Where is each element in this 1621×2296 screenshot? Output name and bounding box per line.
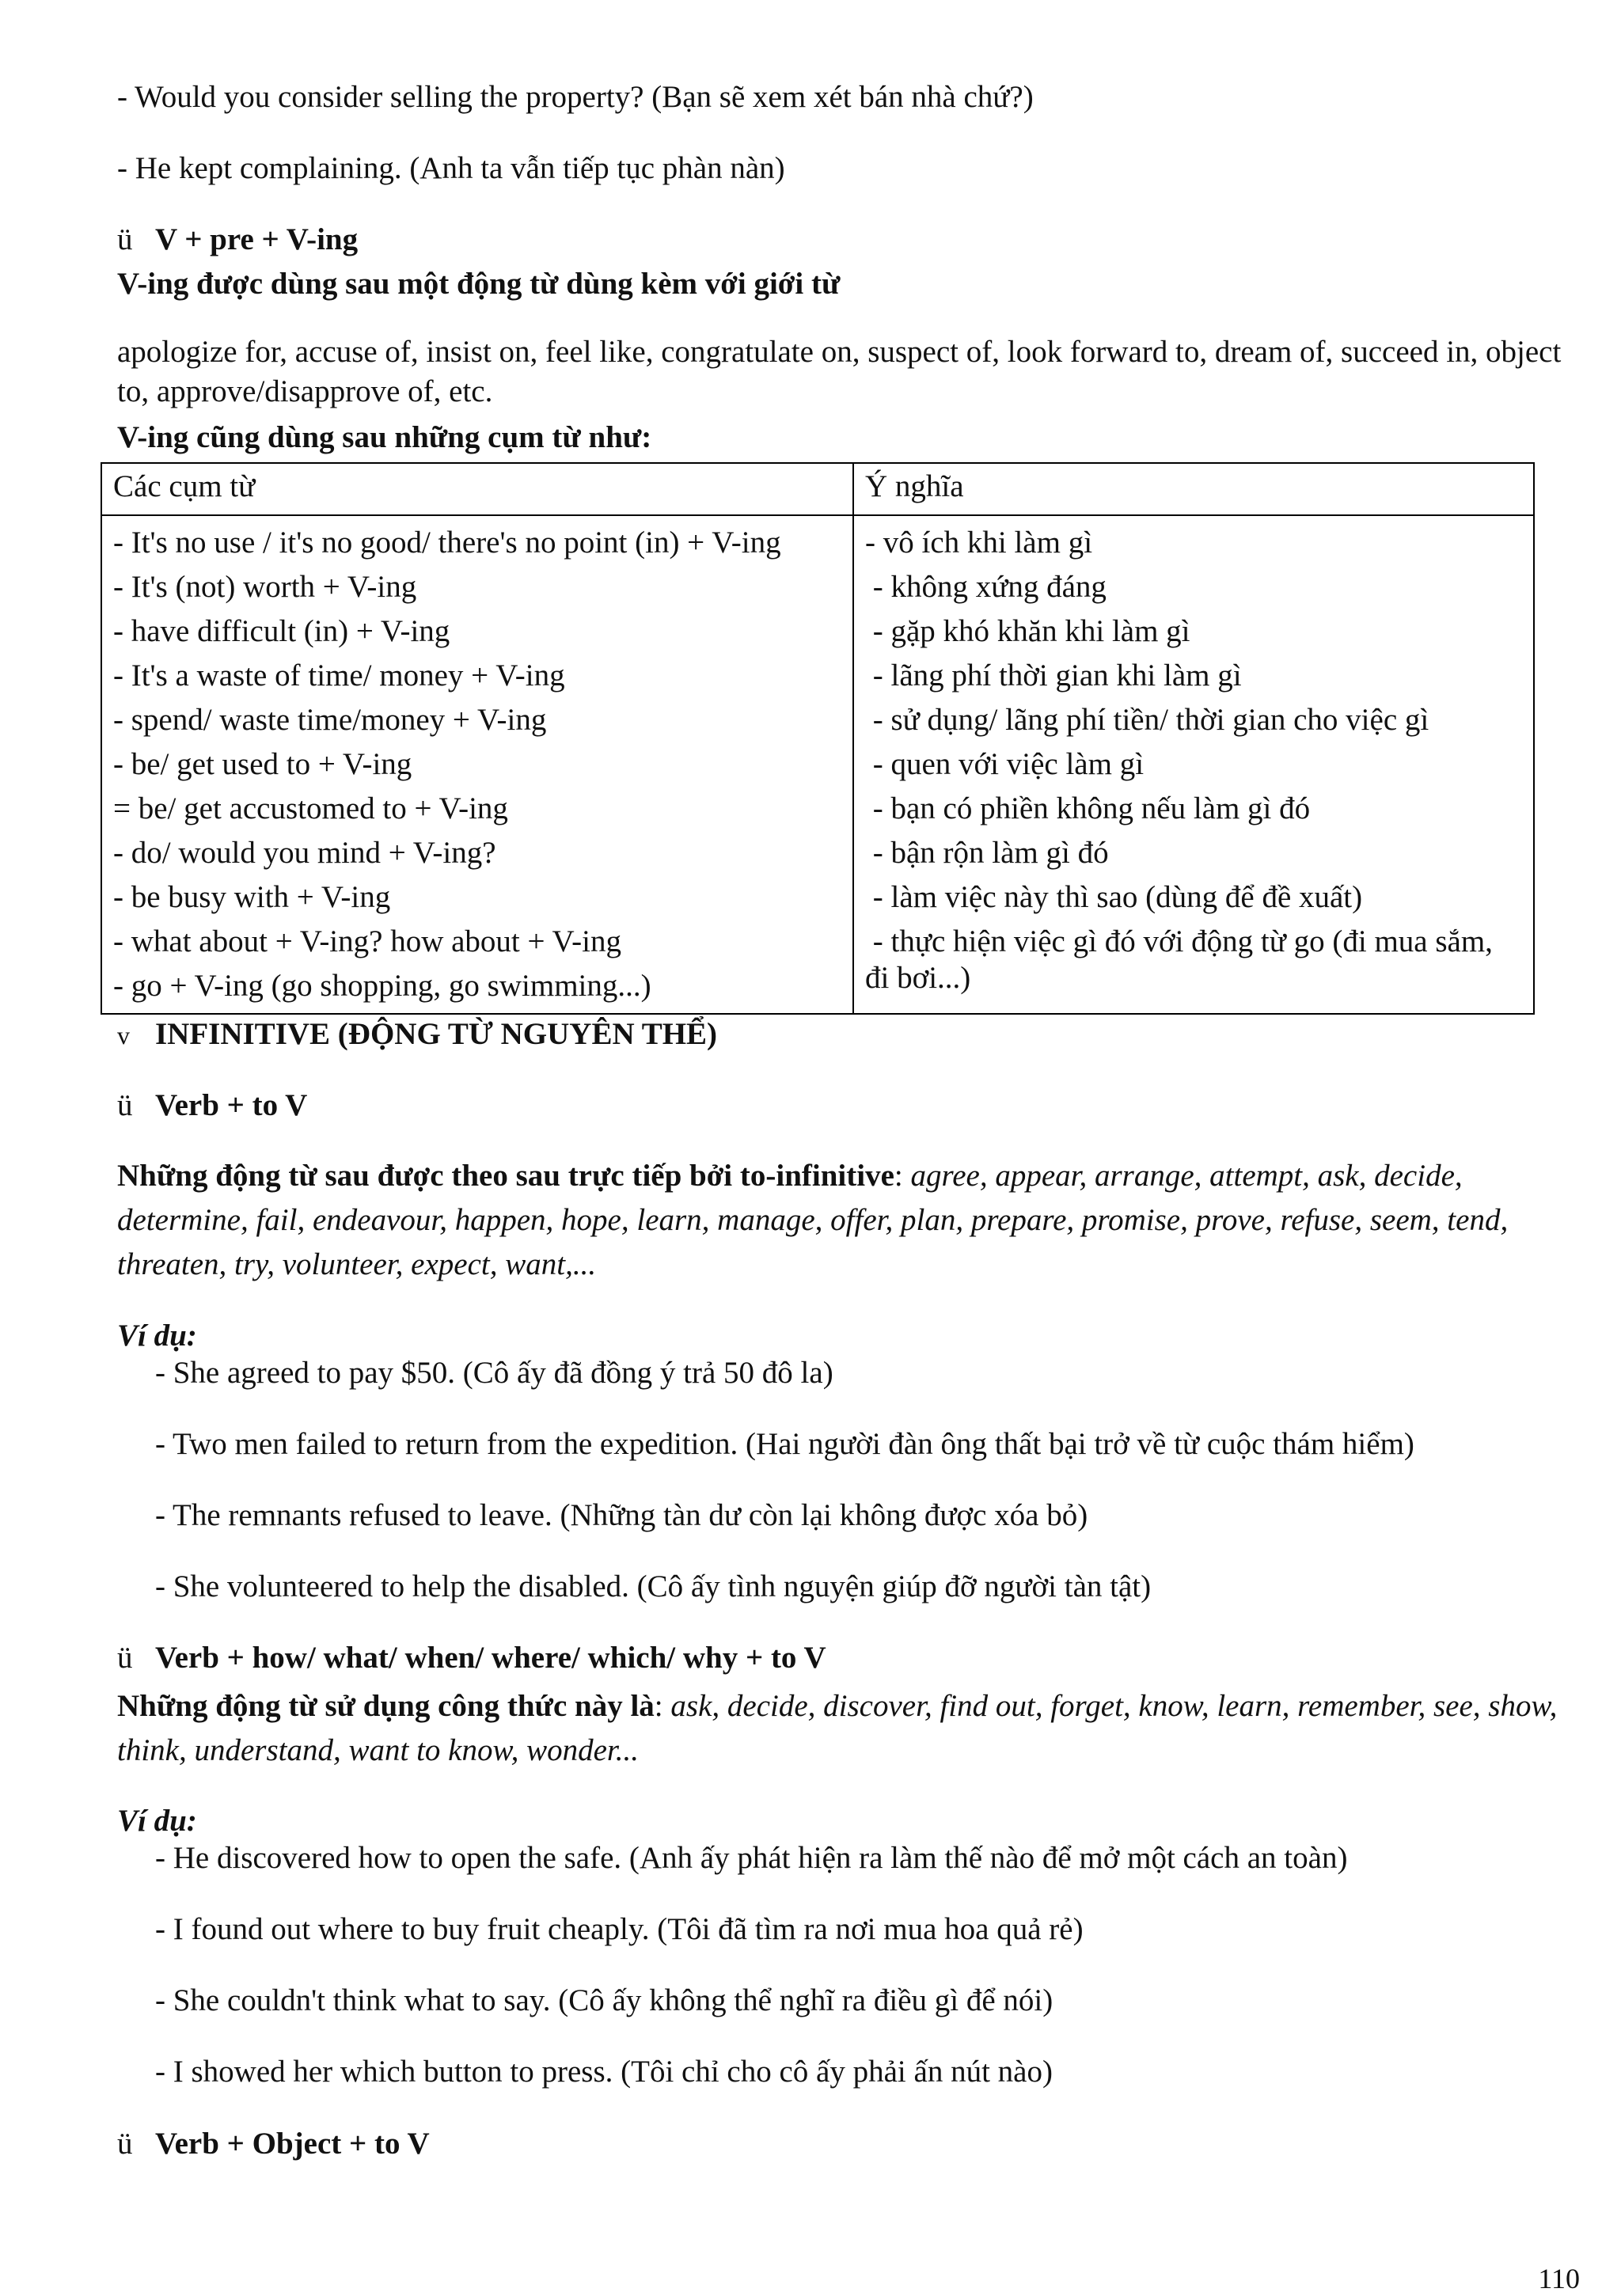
example-line: - She volunteered to help the disabled. (Cô ấy tình nguyện giúp đỡ người tàn tật) [155, 1569, 1152, 1603]
checkmark-bullet-icon: ü [117, 2127, 133, 2161]
heading-text: Verb + how/ what/ when/ where/ which/ why + to V [155, 1641, 826, 1675]
table-row [101, 515, 1534, 1014]
heading-text: Verb + to V [155, 1088, 308, 1122]
section-heading-verb-to-v [117, 1087, 307, 1125]
example-line: - She couldn't think what to say. (Cô ấy không thể nghĩ ra điều gì để nói) [155, 1983, 1053, 2017]
phrase-item: - be busy with + V-ing [113, 880, 391, 914]
intro-separator: : [894, 1159, 911, 1193]
meaning-item: - vô ích khi làm gì [865, 526, 1093, 560]
phrase-item: - It's (not) worth + V-ing [113, 570, 417, 604]
meaning-item: - quen với việc làm gì [865, 747, 1145, 781]
section-heading-verb-object-to-v [117, 2126, 430, 2163]
heading-text: V + pre + V-ing [155, 222, 359, 256]
meaning-item: - thực hiện việc gì đó với động từ go (đi mua sắm, đi bơi...) [865, 924, 1501, 995]
heading-text: INFINITIVE (ĐỘNG TỪ NGUYÊN THỂ) [155, 1017, 718, 1051]
example-line: - Two men failed to return from the expedition. (Hai người đàn ông thất bại trở về từ cuộc thám hiểm) [155, 1427, 1414, 1461]
section-heading-infinitive [117, 1016, 717, 1053]
diamond-bullet-icon: v [117, 1021, 130, 1049]
heading-text: Verb + Object + to V [155, 2127, 430, 2161]
example-line: - He kept complaining. (Anh ta vẫn tiếp tục phàn nàn) [117, 151, 785, 185]
intro-bold: Những động từ sử dụng công thức này là [117, 1689, 655, 1723]
meaning-item: - sử dụng/ lãng phí tiền/ thời gian cho việc gì [865, 703, 1429, 737]
phrase-item: - do/ would you mind + V-ing? [113, 836, 496, 870]
verb-preposition-list: apologize for, accuse of, insist on, feel like, congratulate on, suspect of, look forward to, dream of, succeed in, object to, approve/disapprove of, etc. [117, 335, 1562, 408]
example-label: Ví dụ: [117, 1804, 197, 1838]
phrase-item: - spend/ waste time/money + V-ing [113, 703, 547, 737]
checkmark-bullet-icon: ü [117, 1641, 133, 1675]
to-infinitive-verb-list [117, 1154, 1566, 1287]
table-header-cell: Các cụm từ [101, 463, 853, 515]
phrase-item: - be/ get used to + V-ing [113, 747, 412, 781]
checkmark-bullet-icon: ü [117, 1088, 133, 1122]
section-heading-v-pre-ving [117, 222, 358, 259]
example-line: - The remnants refused to leave. (Những tàn dư còn lại không được xóa bỏ) [155, 1498, 1088, 1532]
meaning-item: - bạn có phiền không nếu làm gì đó [865, 791, 1311, 825]
intro-italic: ask, decide, discover, find out, forget, know, learn, remember, see, show, think, understand, want to know, wonder... [117, 1689, 1558, 1767]
phrase-table [101, 462, 1535, 1015]
page-number: 110 [1538, 2263, 1580, 2294]
phrase-item: - have difficult (in) + V-ing [113, 614, 450, 648]
meaning-item: - gặp khó khăn khi làm gì [865, 614, 1190, 648]
phrases-cell [101, 515, 853, 1014]
meaning-item: - làm việc này thì sao (dùng để đề xuất) [865, 880, 1363, 914]
example-line: - Would you consider selling the property? (Bạn sẽ xem xét bán nhà chứ?) [117, 80, 1034, 114]
checkmark-bullet-icon: ü [117, 222, 133, 256]
meaning-item: - không xứng đáng [865, 570, 1107, 604]
section-heading-verb-wh-to-v [117, 1640, 826, 1677]
wh-verb-list [117, 1684, 1566, 1773]
phrases-heading: V-ing cũng dùng sau những cụm từ như: [117, 420, 652, 454]
meanings-cell [853, 515, 1534, 1014]
example-line: - He discovered how to open the safe. (Anh ấy phát hiện ra làm thế nào để mở một cách an toàn) [155, 1841, 1348, 1875]
subheading: V-ing được dùng sau một động từ dùng kèm với giới từ [117, 267, 841, 301]
example-line: - I showed her which button to press. (Tôi chỉ cho cô ấy phải ấn nút nào) [155, 2055, 1053, 2089]
example-line: - I found out where to buy fruit cheaply. (Tôi đã tìm ra nơi mua hoa quả rẻ) [155, 1912, 1084, 1946]
phrase-item: - It's a waste of time/ money + V-ing [113, 658, 565, 693]
phrase-item: - what about + V-ing? how about + V-ing [113, 924, 621, 958]
intro-separator: : [654, 1689, 671, 1723]
intro-bold: Những động từ sau được theo sau trực tiếp bởi to-infinitive [117, 1159, 894, 1193]
phrase-item: = be/ get accustomed to + V-ing [113, 791, 508, 825]
table-header-row [101, 463, 1534, 515]
meaning-item: - bận rộn làm gì đó [865, 836, 1109, 870]
phrase-item: - It's no use / it's no good/ there's no point (in) + V-ing [113, 526, 781, 560]
table-header-cell: Ý nghĩa [853, 463, 1534, 515]
phrase-item: - go + V-ing (go shopping, go swimming...) [113, 969, 651, 1003]
intro-italic: agree, appear, arrange, attempt, ask, decide, determine, fail, endeavour, happen, hope, learn, manage, offer, plan, prepare, promise, prove, refuse, seem, tend, threaten, try, volunteer, expect, want,... [117, 1159, 1509, 1281]
meaning-item: - lãng phí thời gian khi làm gì [865, 658, 1242, 693]
example-line: - She agreed to pay $50. (Cô ấy đã đồng ý trả 50 đô la) [155, 1356, 833, 1390]
example-label: Ví dụ: [117, 1319, 197, 1353]
